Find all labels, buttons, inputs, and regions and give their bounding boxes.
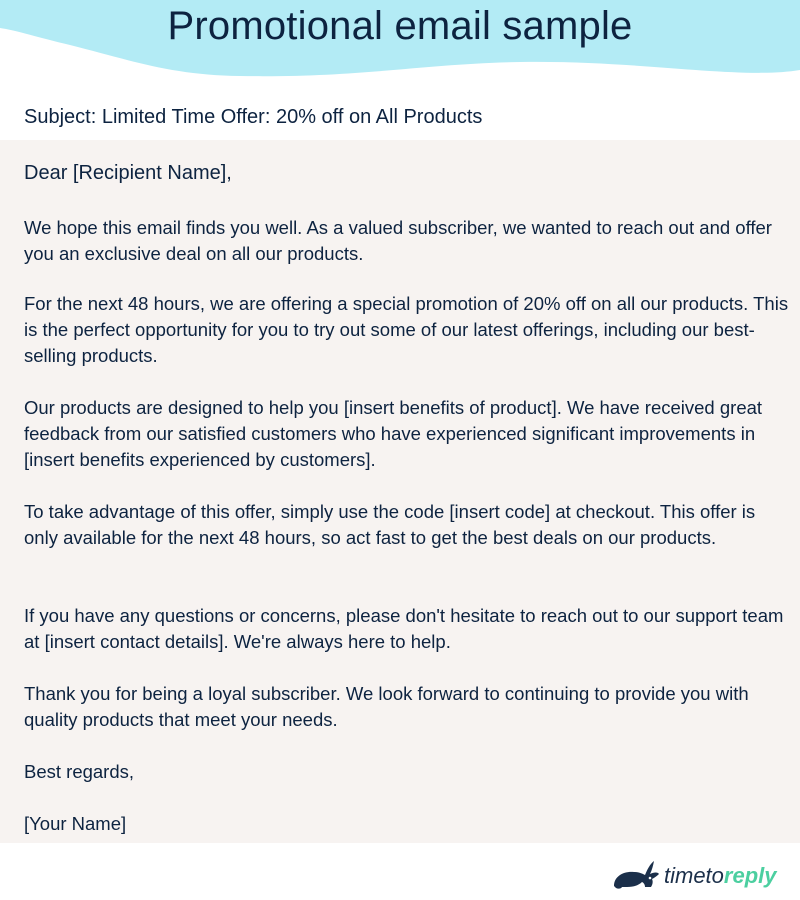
email-paragraph-3: Our products are designed to help you [insert benefits of product]. We have received great feedback from our satisfied customers who have experienced significant improvements in [insert benefits experienced by customers]. [24,397,763,470]
email-subject: Subject: Limited Time Offer: 20% off on All Products [24,106,483,128]
email-paragraph-4: To take advantage of this offer, simply use the code [insert code] at checkout. This offer is only available for the next 48 hours, so act fast to get the best deals on our products. [24,501,756,548]
brand-name-part1: timeto [664,863,724,888]
email-paragraph-1: We hope this email finds you well. As a valued subscriber, we wanted to reach out and offer you an exclusive deal on all our products. [24,217,772,264]
email-paragraph-5: If you have any questions or concerns, please don't hesitate to reach out to our support team at [insert contact details]. We're always here to help. [24,605,784,652]
brand-wordmark [664,862,777,890]
email-body [0,140,800,843]
email-paragraph-6: Thank you for being a loyal subscriber. We look forward to continuing to provide you with quality products that meet your needs. [24,683,749,730]
page-title: Promotional email sample [167,4,633,48]
header-banner [0,0,800,85]
email-signature: [Your Name] [24,813,127,834]
email-greeting: Dear [Recipient Name], [24,162,232,184]
brand-name-part2: reply [723,863,777,888]
brand-logo [612,856,792,896]
email-paragraph-2: For the next 48 hours, we are offering a special promotion of 20% off on all our products. This is the perfect opportunity for you to try out some of our latest offerings, including our best-selling products. [24,293,789,366]
email-closing: Best regards, [24,761,135,782]
rabbit-icon [612,860,660,890]
